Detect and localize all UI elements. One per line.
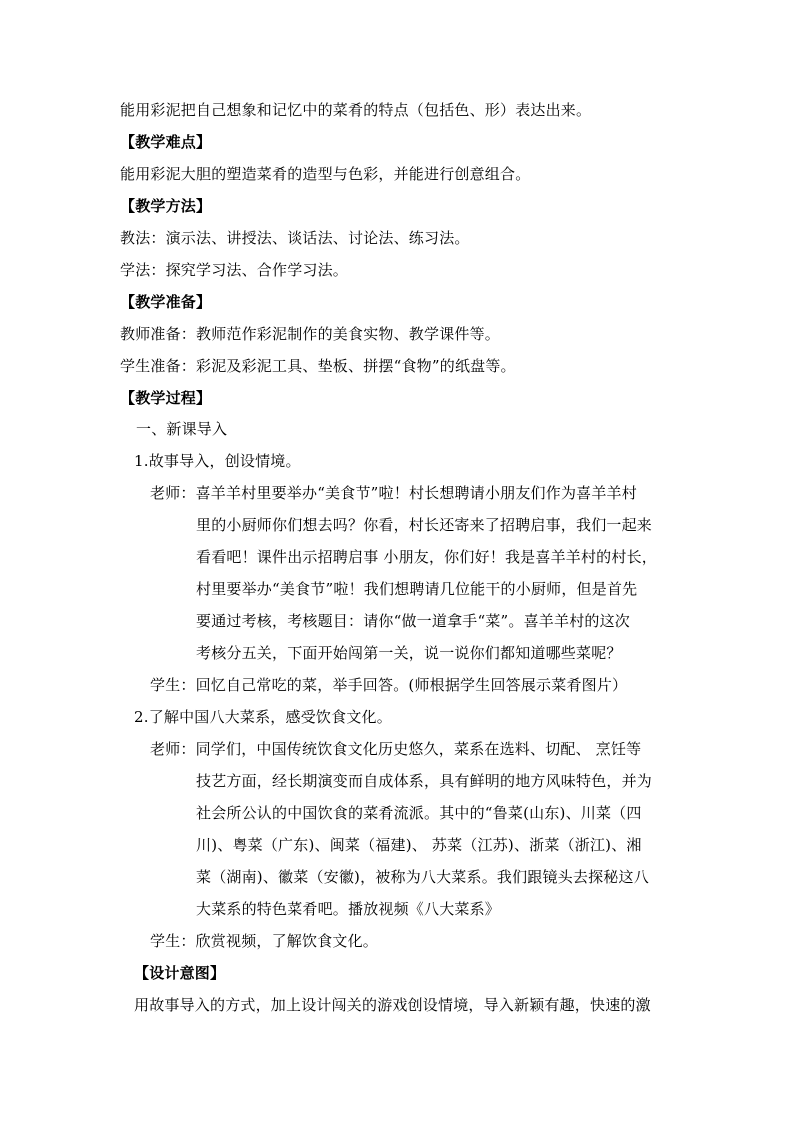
teacher-dialogue-line: 老师：同学们，中国传统饮食文化历史悠久，菜系在选料、切配、 烹饪等 [150, 740, 642, 758]
teacher-dialogue-line: 要通过考核，考核题目：请你“做一道拿手“菜”。喜羊羊村的这次 [196, 612, 631, 630]
teacher-dialogue-line: 考核分五关，下面开始闯第一关，说一说你们都知道哪些菜呢？ [196, 644, 622, 662]
heading-teaching-methods: 【教学方法】 [120, 197, 212, 215]
heading-teaching-difficulty: 【教学难点】 [120, 133, 212, 151]
heading-design-intent: 【设计意图】 [134, 964, 226, 982]
teacher-dialogue-line: 看看吧！课件出示招聘启事 小朋友，你们好！我是喜羊羊村的村长， [196, 548, 657, 566]
heading-teaching-process: 【教学过程】 [120, 389, 212, 407]
teaching-methods-line: 教法：演示法、讲授法、谈话法、讨论法、练习法。 [120, 229, 470, 247]
learning-methods-line: 学法：探究学习法、合作学习法。 [120, 261, 349, 279]
teacher-dialogue-line: 老师：喜羊羊村里要举办“美食节”啦！村长想聘请小朋友们作为喜羊羊村 [150, 484, 637, 502]
student-response-line: 学生：欣赏视频，了解饮食文化。 [150, 932, 379, 950]
section-new-lesson-intro: 一、新课导入 [136, 420, 228, 438]
step-story-intro: 1.故事导入，创设情境。 [134, 452, 301, 470]
objective-text-line: 能用彩泥把自己想象和记忆中的菜肴的特点（包括色、形）表达出来。 [120, 101, 592, 119]
student-preparation-line: 学生准备：彩泥及彩泥工具、垫板、拼摆“食物”的纸盘等。 [120, 357, 516, 375]
teacher-preparation-line: 教师准备：教师范作彩泥制作的美食实物、教学课件等。 [120, 325, 501, 343]
design-intent-text-line: 用故事导入的方式，加上设计闯关的游戏创设情境，导入新颖有趣，快速的激 [134, 996, 651, 1014]
heading-teaching-preparation: 【教学准备】 [120, 293, 212, 311]
step-eight-cuisines: 2.了解中国八大菜系，感受饮食文化。 [134, 708, 392, 726]
teacher-dialogue-line: 社会所公认的中国饮食的菜肴流派。其中的“鲁菜(山东)、川菜（四 [196, 804, 642, 822]
teacher-dialogue-line: 菜（湖南)、徽菜（安徽)，被称为八大菜系。我们跟镜头去探秘这八 [196, 868, 649, 886]
teacher-dialogue-line: 技艺方面，经长期演变而自成体系，具有鲜明的地方风味特色，并为 [196, 772, 653, 790]
teacher-dialogue-line: 川)、粤菜（广东)、闽菜（福建)、 苏菜（江苏)、浙菜（浙江)、湘 [196, 836, 642, 854]
teacher-dialogue-line: 村里要举办“美食节”啦！我们想聘请几位能干的小厨师，但是首先 [196, 580, 638, 598]
student-response-line: 学生：回忆自己常吃的菜，举手回答。(师根据学生回答展示菜肴图片） [150, 676, 628, 694]
teacher-dialogue-line: 大菜系的特色菜肴吧。播放视频《八大菜系》 [196, 900, 501, 918]
difficulty-text-line: 能用彩泥大胆的塑造菜肴的造型与色彩，并能进行创意组合。 [120, 165, 531, 183]
teacher-dialogue-line: 里的小厨师你们想去吗？你看，村长还寄来了招聘启事，我们一起来 [196, 516, 653, 534]
